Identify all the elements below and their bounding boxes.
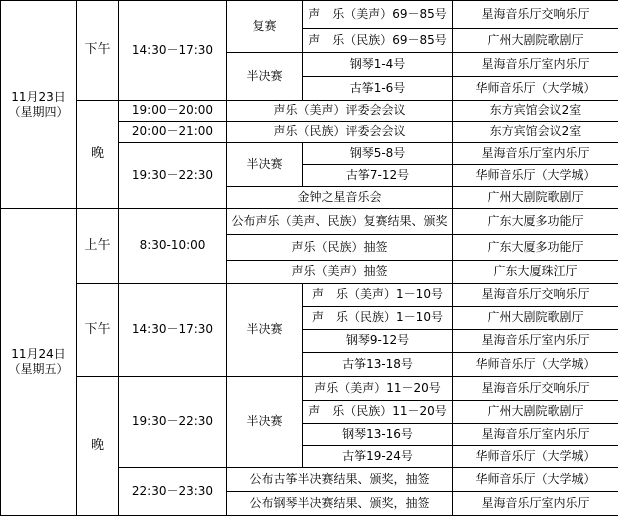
venue-cell: 广东大厦多功能厅: [453, 209, 618, 235]
time-cell: 19:30－22:30: [119, 377, 227, 468]
event-cell: 钢琴13-16号: [303, 424, 453, 446]
period-cell: 晚: [77, 101, 119, 209]
event-cell: 钢琴9-12号: [303, 330, 453, 353]
event-cell: 公布古筝半决赛结果、颁奖，抽签: [227, 468, 453, 492]
venue-cell: 星海音乐厅交响乐厅: [453, 377, 618, 401]
venue-cell: 广州大剧院歌剧厅: [453, 307, 618, 330]
venue-cell: 广州大剧院歌剧厅: [453, 29, 618, 53]
time-cell: 19:00－20:00: [119, 101, 227, 122]
event-cell: 钢琴5-8号: [303, 143, 453, 165]
venue-cell: 广东大厦多功能厅: [453, 235, 618, 261]
schedule-row: [1, 209, 618, 235]
time-cell: 20:00－21:00: [119, 122, 227, 143]
date-label: 11月24日: [1, 347, 76, 362]
venue-cell: 华师音乐厅（大学城）: [453, 165, 618, 187]
event-cell: 古筝19-24号: [303, 446, 453, 468]
time-cell: 8:30-10:00: [119, 209, 227, 284]
event-cell: 金钟之星音乐会: [227, 187, 453, 209]
schedule-row: [1, 1, 618, 29]
time-cell: 19:30－22:30: [119, 143, 227, 209]
event-cell: 声乐（民族）评委会会议: [227, 122, 453, 143]
date-cell: [1, 1, 77, 209]
venue-cell: 星海音乐厅室内乐厅: [453, 53, 618, 77]
stage-cell: 半决赛: [227, 284, 303, 377]
period-cell: 下午: [77, 284, 119, 377]
time-cell: 22:30－23:30: [119, 468, 227, 516]
venue-cell: 东方宾馆会议2室: [453, 122, 618, 143]
event-cell: 声 乐（美声）1－10号: [303, 284, 453, 307]
event-cell: 声乐（美声）评委会会议: [227, 101, 453, 122]
event-cell: 声乐（美声）11－20号: [303, 377, 453, 401]
venue-cell: 星海音乐厅室内乐厅: [453, 492, 618, 516]
period-cell: 下午: [77, 1, 119, 101]
event-cell: 古筝1-6号: [303, 77, 453, 101]
venue-cell: 星海音乐厅室内乐厅: [453, 424, 618, 446]
venue-cell: 星海音乐厅交响乐厅: [453, 1, 618, 29]
event-cell: 古筝7-12号: [303, 165, 453, 187]
stage-cell: 复赛: [227, 1, 303, 53]
venue-cell: 星海音乐厅室内乐厅: [453, 143, 618, 165]
event-cell: 公布声乐（美声、民族）复赛结果、颁奖: [227, 209, 453, 235]
date-label: 11月23日: [1, 90, 76, 105]
venue-cell: 广州大剧院歌剧厅: [453, 187, 618, 209]
schedule-body: [1, 1, 618, 516]
time-cell: 14:30－17:30: [119, 1, 227, 101]
venue-cell: 华师音乐厅（大学城）: [453, 353, 618, 377]
venue-cell: 华师音乐厅（大学城）: [453, 446, 618, 468]
stage-cell: 半决赛: [227, 377, 303, 468]
period-cell: 晚: [77, 377, 119, 516]
event-cell: 声乐（民族）抽签: [227, 235, 453, 261]
venue-cell: 星海音乐厅室内乐厅: [453, 330, 618, 353]
event-cell: 声 乐（民族）11－20号: [303, 401, 453, 424]
venue-cell: 华师音乐厅（大学城）: [453, 77, 618, 101]
stage-cell: 半决赛: [227, 143, 303, 187]
event-cell: 钢琴1-4号: [303, 53, 453, 77]
date-cell: [1, 209, 77, 516]
weekday-label: （星期五）: [1, 362, 76, 377]
schedule-row: [1, 101, 618, 122]
venue-cell: 华师音乐厅（大学城）: [453, 468, 618, 492]
event-cell: 声 乐（民族）1－10号: [303, 307, 453, 330]
event-cell: 声乐（美声）抽签: [227, 261, 453, 284]
event-cell: 声 乐（民族）69－85号: [303, 29, 453, 53]
venue-cell: 广州大剧院歌剧厅: [453, 401, 618, 424]
event-cell: 声 乐（美声）69－85号: [303, 1, 453, 29]
venue-cell: 星海音乐厅交响乐厅: [453, 284, 618, 307]
time-cell: 14:30－17:30: [119, 284, 227, 377]
weekday-label: （星期四）: [1, 105, 76, 120]
event-cell: 古筝13-18号: [303, 353, 453, 377]
venue-cell: 广东大厦珠江厅: [453, 261, 618, 284]
stage-cell: 半决赛: [227, 53, 303, 101]
period-cell: 上午: [77, 209, 119, 284]
schedule-row: [1, 377, 618, 401]
event-cell: 公布钢琴半决赛结果、颁奖，抽签: [227, 492, 453, 516]
venue-cell: 东方宾馆会议2室: [453, 101, 618, 122]
schedule-row: [1, 284, 618, 307]
